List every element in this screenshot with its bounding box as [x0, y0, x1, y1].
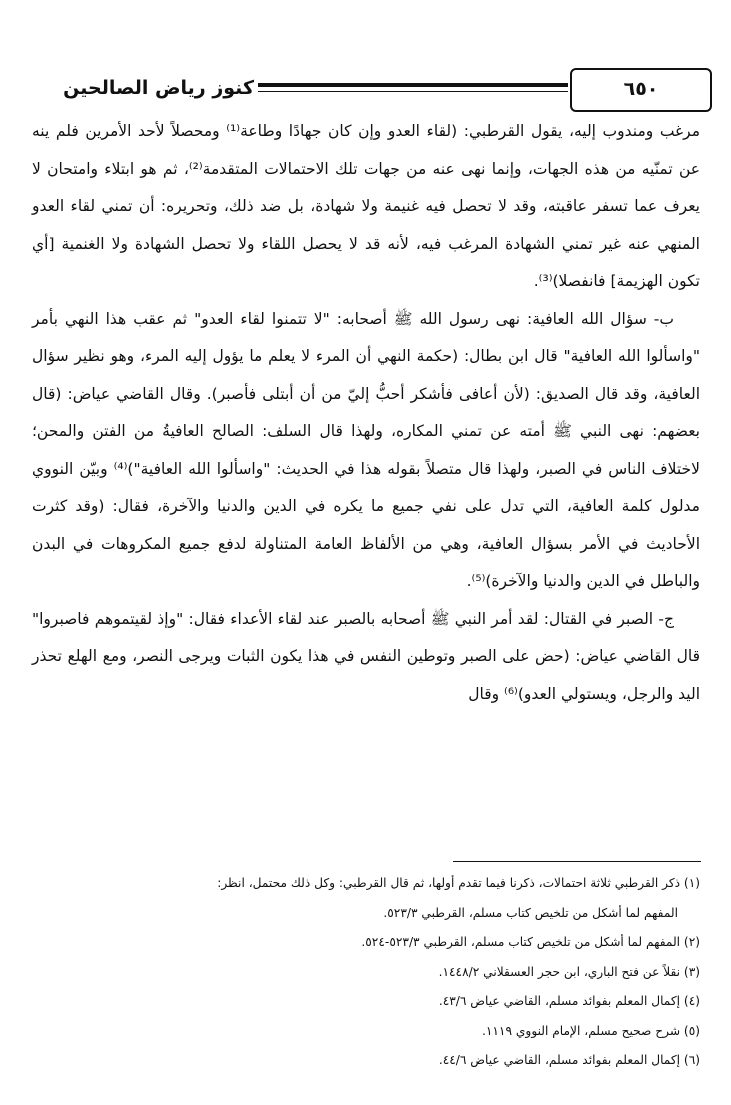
- footnote-1: (١) ذكر القرطبي ثلاثة احتمالات، ذكرنا فيما تقدم أولها، ثم قال القرطبي: وكل ذلك محتمل، انظر:: [217, 876, 700, 890]
- paragraph-asking-wellbeing: ب- سؤال الله العافية: نهى رسول الله ﷺ أصحابه: "لا تتمنوا لقاء العدو" ثم عقب هذا النهي بأمر "واسألوا الله العافية" قال ابن بطال: (حكمة النهي أن المرء لا يعلم ما يؤول إليه المرء، وهو نظير سؤال العافية، وقد قال الصديق: (لأن أعافى فأشكر أحبُّ إليّ من أن أبتلى فأصبر). وقال القاضي عياض: (قال بعضهم: نهى النبي ﷺ أمته عن تمني المكاره، ولهذا قال السلف: الصالح العافيةُ من الفتن والمحن؛ لاختلاف الناس في الصبر، ولهذا قال متصلاً بقوله هذا في الحديث: "واسألوا الله العافية")⁽⁴⁾ وبيّن النووي مدلول كلمة العافية، التي تدل على نفي جميع ما يكره في الدين والدنيا والآخرة، فقال: (وقد كثرت الأحاديث في الأمر بسؤال العافية، وهي من الألفاظ العامة المتناولة لدفع جميع المكروهات في البدن والباطل في الدين والدنيا والآخرة)⁽⁵⁾.: [32, 309, 700, 590]
- footnote-2: (٢) المفهم لما أشكل من تلخيص كتاب مسلم، القرطبي ٥٢٣/٣-٥٢٤.: [361, 935, 700, 949]
- footnote-6: (٦) إكمال المعلم بفوائد مسلم، القاضي عياض ٤٤/٦.: [438, 1053, 700, 1067]
- footnote-4: (٤) إكمال المعلم بفوائد مسلم، القاضي عياض ٤٣/٦.: [438, 994, 700, 1008]
- paragraph-continuation: مرغب ومندوب إليه، يقول القرطبي: (لقاء العدو وإن كان جهادًا وطاعة⁽¹⁾ ومحصلاً لأحد الأمرين فلم ينه عن تمنّيه من هذه الجهات، وإنما نهى عنه من جهات تلك الاحتمالات المتقدمة⁽²⁾، ثم هو ابتلاء وامتحان لا يعرف عما تسفر عاقبته، وقد لا تحصل فيه غنيمة ولا شهادة، بل ضد ذلك، وتحريره: أن تمني لقاء العدو المنهي عنه غير تمني الشهادة المرغب فيه، لأنه قد لا يحصل اللقاء ولا تحصل الشهادة ولا الغنمية [أي تكون الهزيمة] فانفصلا)⁽³⁾.: [32, 122, 701, 290]
- header-rule: [258, 83, 568, 87]
- footnote-1-continued: المفهم لما أشكل من تلخيص كتاب مسلم، القرطبي ٥٢٣/٣.: [383, 905, 678, 920]
- footnote-3: (٣) نقلاً عن فتح الباري، ابن حجر العسقلاني ١٤٤٨/٢.: [438, 964, 700, 979]
- footnote-separator: [453, 861, 701, 862]
- paragraph-patience-in-battle: ج- الصبر في القتال: لقد أمر النبي ﷺ أصحابه بالصبر عند لقاء الأعداء فقال: "وإذ لقيتموهم فاصبروا" قال القاضي عياض: (حض على الصبر وتوطين النفس في هذا يكون الثبات ويرجى النصر، ومع الهلع تحذر اليد والرجل، ويستولي العدو)⁽⁶⁾ وقال: [32, 609, 700, 703]
- page-number: ٦٥٠: [570, 68, 712, 112]
- book-title: كنوز رياض الصالحين: [63, 77, 254, 99]
- header-rule-thin: [258, 91, 568, 92]
- footnotes: [32, 869, 700, 1076]
- main-text: [32, 113, 700, 713]
- footnote-5: (٥) شرح صحيح مسلم، الإمام النووي ١١١٩.: [481, 1023, 700, 1038]
- page-header: [26, 64, 706, 110]
